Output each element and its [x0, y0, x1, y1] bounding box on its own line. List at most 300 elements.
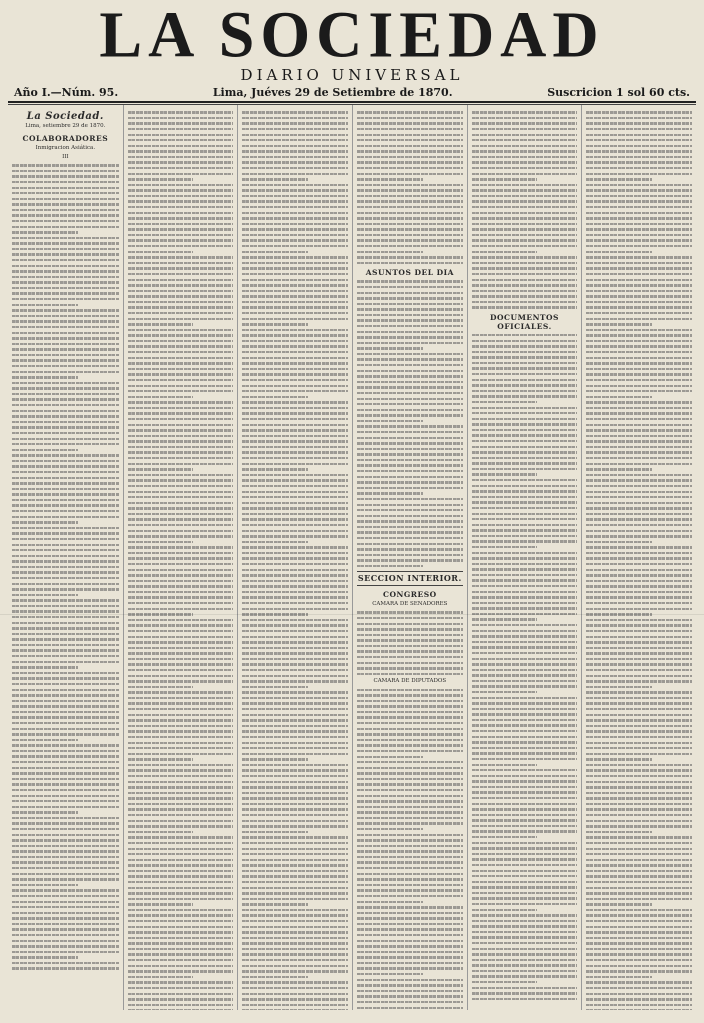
print-line	[12, 700, 119, 702]
documentos-heading: DOCUMENTOS OFICIALES.	[490, 312, 559, 331]
print-line	[472, 674, 578, 676]
print-line	[357, 470, 463, 472]
print-line	[472, 909, 538, 911]
print-line	[357, 940, 463, 942]
print-line	[472, 652, 578, 654]
print-line	[472, 223, 578, 225]
print-line	[586, 362, 692, 364]
print-line	[586, 351, 692, 353]
print-line	[472, 791, 578, 793]
print-line	[242, 585, 348, 587]
print-line	[242, 725, 348, 727]
print-line	[357, 906, 463, 908]
print-line	[586, 797, 692, 799]
print-line	[242, 451, 348, 453]
print-line	[12, 728, 119, 730]
print-line	[242, 239, 348, 241]
print-line	[472, 970, 578, 972]
print-line	[12, 521, 78, 523]
print-line	[128, 362, 234, 364]
print-line	[586, 200, 692, 202]
print-line	[586, 859, 692, 861]
print-line	[12, 928, 119, 930]
print-line	[12, 242, 119, 244]
print-line	[357, 728, 463, 730]
print-line	[12, 649, 119, 651]
print-line	[586, 329, 692, 331]
print-line	[128, 820, 234, 822]
print-line	[12, 415, 119, 417]
print-line	[12, 343, 119, 345]
print-line	[242, 887, 348, 889]
print-line	[472, 736, 578, 738]
print-line	[586, 585, 692, 587]
print-line	[242, 881, 348, 883]
print-line	[12, 337, 119, 339]
print-line	[12, 795, 119, 797]
print-line	[357, 634, 463, 636]
print-line	[128, 546, 234, 548]
print-line	[12, 209, 119, 211]
print-line	[472, 719, 578, 721]
print-line	[128, 998, 234, 1000]
print-line	[242, 217, 348, 219]
print-line	[586, 295, 692, 297]
print-line	[586, 451, 692, 453]
column-5	[467, 105, 582, 1010]
print-line	[128, 730, 234, 732]
print-line	[242, 591, 348, 593]
print-line	[357, 420, 423, 422]
column-4-text-c	[357, 611, 463, 675]
print-line	[128, 117, 234, 119]
print-line	[586, 697, 692, 699]
print-line	[357, 161, 463, 163]
print-line	[472, 423, 578, 425]
print-line	[12, 527, 119, 529]
print-line	[12, 231, 78, 233]
print-line	[472, 518, 578, 520]
print-line	[242, 156, 348, 158]
print-line	[586, 284, 692, 286]
print-line	[472, 764, 538, 766]
print-line	[128, 1009, 234, 1010]
print-line	[128, 931, 234, 933]
print-line	[357, 353, 463, 355]
print-line	[12, 834, 119, 836]
print-line	[586, 624, 692, 626]
print-line	[586, 134, 692, 136]
print-line	[12, 320, 119, 322]
print-line	[242, 457, 348, 459]
print-line	[586, 345, 692, 347]
print-line	[586, 429, 692, 431]
print-line	[586, 234, 692, 236]
print-line	[128, 122, 234, 124]
print-line	[128, 608, 234, 610]
print-line	[12, 443, 119, 445]
print-line	[242, 418, 348, 420]
issue-date: Lima, Juéves 29 de Setiembre de 1870.	[212, 86, 453, 99]
print-line	[357, 967, 463, 969]
print-line	[586, 122, 692, 124]
print-line	[128, 474, 234, 476]
print-line	[586, 161, 692, 163]
print-line	[357, 381, 463, 383]
print-line	[128, 563, 234, 565]
print-line	[128, 574, 234, 576]
print-line	[472, 117, 578, 119]
print-line	[128, 624, 234, 626]
print-line	[357, 811, 463, 813]
print-line	[357, 200, 463, 202]
print-line	[128, 937, 234, 939]
print-line	[586, 937, 692, 939]
print-line	[242, 569, 348, 571]
print-line	[12, 655, 119, 657]
print-line	[128, 1004, 234, 1006]
print-line	[12, 683, 119, 685]
print-line	[472, 256, 578, 258]
print-line	[12, 365, 119, 367]
print-line	[12, 432, 119, 434]
print-line	[472, 948, 578, 950]
print-line	[242, 914, 348, 916]
print-line	[242, 920, 348, 922]
print-line	[472, 362, 578, 364]
print-line	[242, 295, 348, 297]
print-line	[12, 945, 119, 947]
print-line	[472, 184, 578, 186]
print-line	[242, 301, 348, 303]
print-line	[586, 569, 692, 571]
print-line	[128, 825, 234, 827]
print-line	[12, 605, 119, 607]
print-line	[357, 850, 463, 852]
print-line	[128, 808, 234, 810]
print-line	[12, 398, 119, 400]
print-line	[242, 200, 348, 202]
print-line	[128, 279, 234, 281]
print-line	[472, 697, 578, 699]
print-line	[242, 658, 348, 660]
print-line	[12, 839, 119, 841]
print-line	[357, 228, 463, 230]
print-line	[472, 189, 578, 191]
print-line	[586, 680, 692, 682]
print-line	[586, 468, 652, 470]
print-line	[586, 150, 692, 152]
print-line	[357, 128, 463, 130]
masthead	[8, 0, 696, 84]
print-line	[12, 304, 78, 306]
print-line	[357, 623, 463, 625]
print-line	[586, 574, 692, 576]
print-line	[12, 677, 119, 679]
print-line	[472, 864, 578, 866]
print-line	[472, 892, 578, 894]
column-2-text	[128, 111, 234, 1010]
print-line	[357, 442, 463, 444]
print-line	[586, 440, 692, 442]
print-line	[472, 875, 578, 877]
print-line	[242, 117, 348, 119]
print-line	[357, 217, 463, 219]
print-line	[12, 884, 78, 886]
print-line	[242, 769, 348, 771]
print-line	[472, 434, 578, 436]
print-line	[472, 708, 578, 710]
print-line	[128, 914, 234, 916]
print-line	[472, 245, 578, 247]
print-line	[242, 279, 348, 281]
print-line	[12, 761, 119, 763]
print-line	[128, 842, 234, 844]
print-line	[472, 752, 578, 754]
print-line	[242, 518, 348, 520]
print-line	[472, 457, 578, 459]
print-line	[128, 329, 234, 331]
print-line	[357, 504, 463, 506]
print-line	[472, 306, 578, 308]
print-line	[586, 959, 692, 961]
print-line	[586, 591, 692, 593]
print-line	[586, 942, 692, 944]
print-line	[357, 292, 463, 294]
print-line	[12, 588, 119, 590]
print-line	[472, 228, 578, 230]
print-line	[586, 323, 652, 325]
print-line	[128, 875, 234, 877]
print-line	[12, 477, 119, 479]
print-line	[242, 491, 348, 493]
print-line	[586, 396, 652, 398]
print-line	[586, 1009, 692, 1010]
print-line	[357, 531, 463, 533]
print-line	[128, 306, 234, 308]
print-line	[128, 156, 234, 158]
print-line	[472, 819, 578, 821]
print-line	[128, 836, 234, 838]
print-line	[586, 965, 692, 967]
print-line	[586, 630, 692, 632]
print-line	[242, 708, 348, 710]
print-line	[128, 702, 234, 704]
print-line	[472, 920, 578, 922]
print-line	[12, 778, 119, 780]
print-line	[586, 647, 692, 649]
print-line	[128, 708, 234, 710]
print-line	[128, 139, 234, 141]
print-line	[128, 719, 234, 721]
interior-heading: SECCION INTERIOR.	[357, 571, 463, 586]
print-line	[472, 301, 578, 303]
print-line	[12, 454, 119, 456]
print-line	[472, 987, 578, 989]
print-line	[12, 387, 119, 389]
print-line	[128, 892, 234, 894]
print-line	[586, 245, 692, 247]
print-line	[12, 354, 119, 356]
print-line	[586, 128, 692, 130]
print-line	[472, 390, 578, 392]
print-line	[472, 429, 578, 431]
dateline: Lima, setiembre 29 de 1870.	[25, 123, 106, 129]
print-line	[128, 742, 234, 744]
print-line	[357, 375, 463, 377]
print-line	[128, 267, 234, 269]
print-line	[242, 998, 348, 1000]
print-line	[242, 792, 348, 794]
print-line	[586, 1004, 692, 1006]
print-line	[586, 602, 692, 604]
print-line	[12, 895, 119, 897]
print-line	[586, 580, 692, 582]
print-line	[472, 351, 578, 353]
print-line	[242, 574, 348, 576]
print-line	[357, 481, 463, 483]
print-line	[586, 178, 652, 180]
print-line	[586, 301, 692, 303]
print-line	[472, 897, 578, 899]
print-line	[12, 332, 119, 334]
print-line	[242, 468, 308, 470]
print-line	[357, 667, 463, 669]
print-line	[586, 909, 692, 911]
print-line	[357, 173, 463, 175]
print-line	[12, 828, 119, 830]
print-line	[242, 429, 348, 431]
print-line	[242, 290, 348, 292]
print-line	[242, 479, 348, 481]
print-line	[12, 923, 119, 925]
print-line	[12, 867, 119, 869]
print-line	[128, 435, 234, 437]
print-line	[242, 212, 348, 214]
print-line	[242, 970, 348, 972]
print-line	[12, 672, 119, 674]
print-line	[357, 806, 463, 808]
print-line	[242, 814, 348, 816]
print-line	[242, 329, 348, 331]
print-line	[357, 515, 463, 517]
print-line	[242, 312, 348, 314]
print-line	[242, 357, 348, 359]
print-line	[12, 616, 119, 618]
print-line	[472, 975, 578, 977]
print-line	[357, 437, 463, 439]
print-line	[12, 421, 119, 423]
print-line	[586, 663, 692, 665]
print-line	[472, 212, 578, 214]
print-line	[12, 889, 119, 891]
print-line	[472, 501, 578, 503]
print-line	[357, 945, 463, 947]
print-line	[472, 384, 578, 386]
print-line	[586, 769, 692, 771]
print-line	[357, 923, 463, 925]
print-line	[357, 314, 463, 316]
print-line	[128, 217, 234, 219]
print-line	[12, 404, 119, 406]
column-4-text-b	[357, 280, 463, 567]
print-line	[586, 820, 692, 822]
print-line	[12, 934, 119, 936]
print-line	[242, 474, 348, 476]
print-line	[472, 485, 578, 487]
print-line	[357, 358, 463, 360]
print-line	[242, 641, 348, 643]
print-line	[357, 543, 463, 545]
print-line	[586, 189, 692, 191]
print-line	[472, 758, 578, 760]
print-line	[472, 462, 578, 464]
print-line	[242, 318, 348, 320]
print-line	[242, 273, 348, 275]
print-line	[472, 373, 578, 375]
print-line	[472, 139, 578, 141]
issue-number: Año I.—Núm. 95.	[14, 86, 119, 99]
senadores-heading: CAMARA DE SENADORES	[372, 601, 448, 608]
print-line	[128, 881, 234, 883]
print-line	[357, 789, 463, 791]
print-line	[472, 769, 578, 771]
print-line	[12, 711, 119, 713]
print-line	[586, 686, 652, 688]
print-line	[586, 948, 692, 950]
print-line	[242, 697, 348, 699]
print-line	[586, 747, 692, 749]
print-line	[472, 524, 578, 526]
print-line	[586, 334, 692, 336]
print-line	[586, 390, 692, 392]
print-line	[357, 716, 463, 718]
print-line	[128, 507, 234, 509]
print-line	[128, 580, 234, 582]
print-line	[357, 303, 463, 305]
print-line	[357, 425, 463, 427]
print-line	[12, 560, 119, 562]
print-line	[12, 393, 119, 395]
print-line	[586, 145, 692, 147]
print-line	[12, 822, 119, 824]
print-line	[357, 464, 463, 466]
print-line	[12, 666, 78, 668]
print-line	[128, 596, 234, 598]
print-line	[357, 212, 463, 214]
print-line	[472, 267, 578, 269]
print-line	[242, 831, 308, 833]
print-line	[472, 579, 578, 581]
print-line	[128, 446, 234, 448]
print-line	[472, 663, 578, 665]
print-line	[242, 334, 348, 336]
print-line	[357, 251, 423, 253]
print-line	[586, 753, 692, 755]
print-line	[586, 814, 692, 816]
print-line	[357, 184, 463, 186]
print-line	[586, 251, 652, 253]
print-line	[472, 446, 578, 448]
print-line	[586, 267, 692, 269]
print-line	[12, 181, 119, 183]
print-line	[128, 206, 234, 208]
print-line	[128, 887, 234, 889]
print-line	[242, 401, 348, 403]
print-line	[242, 719, 348, 721]
print-line	[472, 585, 578, 587]
print-line	[12, 789, 119, 791]
